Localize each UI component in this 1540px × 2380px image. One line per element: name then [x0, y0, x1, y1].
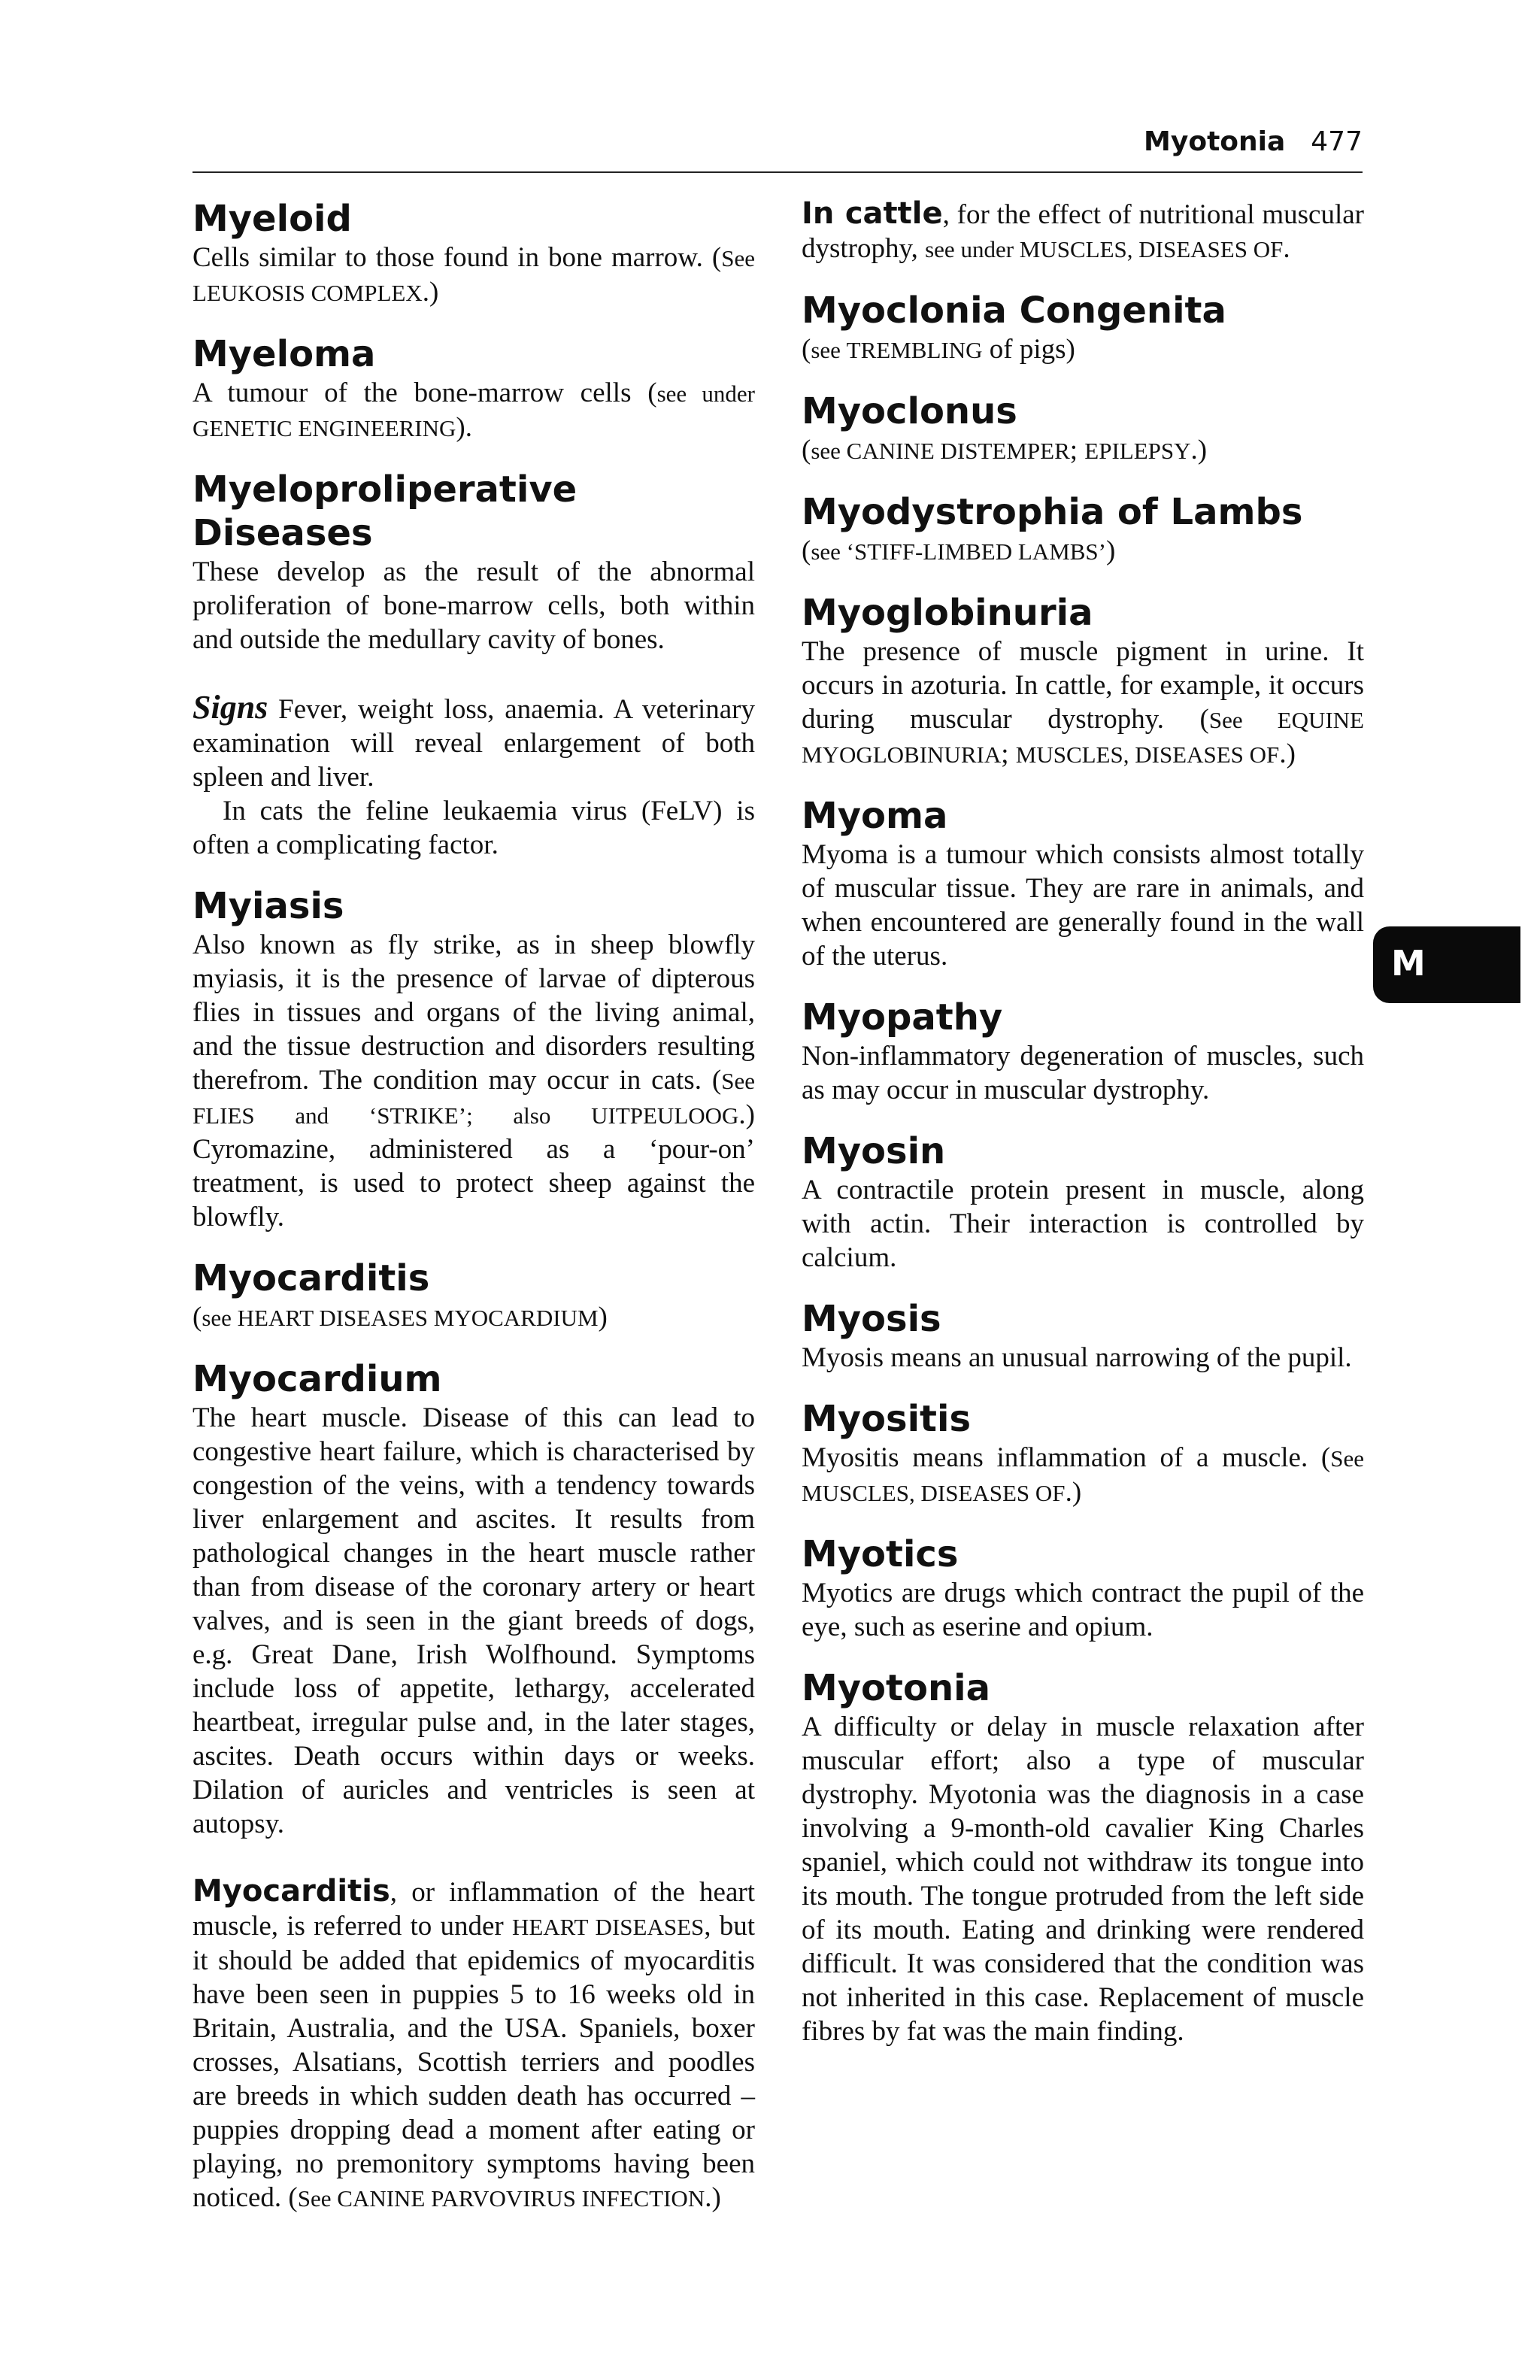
entry-title: Myositis: [802, 1398, 972, 1440]
entry-myositis: [802, 1397, 1364, 1510]
entry-myocardium: [192, 1357, 755, 2215]
paren: ): [598, 1302, 608, 1332]
ref-link[interactable]: EPILEPSY: [1084, 438, 1191, 464]
entry-body: Non-inflammatory degeneration of muscles, such as may occur in muscular dystrophy.: [802, 1041, 1364, 1105]
see-text: See: [721, 1068, 755, 1094]
entry-body: [192, 376, 755, 445]
entry-myeloma: [192, 332, 755, 445]
ref-link[interactable]: ‘STRIKE’: [368, 1102, 467, 1129]
ref-link[interactable]: HEART DISEASES: [511, 1914, 705, 1940]
entry-body: The heart muscle. Disease of this can lead to congestive heart failure, which is characterised by congestion of the veins, with a tendency towards liver enlargement and ascites. It results from pathological changes in the heart muscle rather than from disease of the coronary artery or heart valves, and is seen in the giant breeds of dogs, e.g. Great Dane, Irish Wolfhound. Symptoms include loss of appetite, lethargy, accelerated heartbeat, irregular pulse and, in the later stages, ascites. Death occurs within days or weeks. Dilation of auricles and ventricles is seen at autopsy.: [192, 1402, 755, 1839]
entry-myocarditis: [192, 1257, 755, 1335]
ref-link[interactable]: HEART DISEASES MYOCARDIUM: [237, 1305, 599, 1331]
entry-title: Myocarditis: [192, 1257, 430, 1299]
entry-title: Myeloid: [192, 198, 352, 240]
signs-paragraph: [192, 690, 755, 794]
entry-title: Myoglobinuria: [802, 592, 1093, 634]
entry-body: [192, 241, 755, 310]
entry-myotonia: [802, 1666, 1364, 2048]
see-text: See: [297, 2185, 338, 2212]
entry-body: Myotics are drugs which contract the pupil of the eye, such as eserine and opium.: [802, 1578, 1364, 1642]
ref-close: .): [705, 2182, 721, 2213]
body-text: Cells similar to those found in bone marrow.: [192, 242, 703, 273]
ref-close: .): [1279, 738, 1296, 769]
ref-close: .: [1283, 233, 1290, 264]
entry-body: [802, 635, 1364, 772]
entry-title: Myotics: [802, 1533, 959, 1575]
entry-myoclonus: [802, 390, 1364, 468]
entry-title: Myodystrophia of Lambs: [802, 491, 1303, 533]
entry-myoglobinuria: [802, 591, 1364, 772]
entry-title: Myopathy: [802, 996, 1003, 1038]
body-text: Also known as fly strike, as in sheep blowfly myiasis, it is the presence of larvae of dipterous flies in tissues and organs of the living animal, and the tissue destruction and disorders resulting therefrom. The condition may occur in cats. (: [192, 929, 755, 1096]
see-text: see: [811, 538, 847, 565]
ref-link[interactable]: MUSCLES, DISEASES OF: [802, 1480, 1066, 1506]
see-text: see: [202, 1305, 238, 1331]
entry-title: Myosis: [802, 1298, 941, 1340]
entry-title: Myoma: [802, 795, 948, 837]
entry-in-cattle: [802, 197, 1364, 266]
paren: (: [802, 535, 811, 566]
cross-reference: (See LEUKOSIS COMPLEX.): [192, 242, 756, 308]
body-text: , or inflammation of the heart muscle, is referred to under: [192, 1877, 755, 1942]
paren: (: [802, 435, 811, 465]
cats-paragraph: In cats the feline leukaemia virus (FeLV) is often a complicating factor.: [192, 796, 755, 860]
entry-title: Myocardium: [192, 1358, 442, 1400]
paren: ): [1106, 535, 1116, 566]
entry-body: [802, 534, 1364, 568]
entry-body: These develop as the result of the abnormal proliferation of bone-marrow cells, both within and outside the medullary cavity of bones.: [192, 556, 755, 655]
entry-title: Myoclonia Congenita: [802, 290, 1226, 332]
entry-myoclonia-congenita: [802, 289, 1364, 367]
signs-label: Signs: [192, 689, 268, 726]
entry-title: Myeloma: [192, 333, 376, 375]
entry-body: A contractile protein present in muscle, along with actin. Their interaction is controlled by calcium.: [802, 1175, 1364, 1273]
page-number: 477: [1311, 126, 1363, 157]
ref-link[interactable]: MUSCLES, DISEASES OF: [1019, 236, 1284, 262]
entry-body: [802, 433, 1364, 468]
entry-title: Myeloproliperative Diseases: [192, 468, 578, 554]
entry-body: [192, 1300, 755, 1335]
letter-thumb-tab: [1373, 926, 1520, 1003]
ref-close: .): [1065, 1477, 1082, 1508]
separator: ;: [1001, 738, 1016, 769]
see-text: see: [811, 438, 847, 464]
myocarditis-paragraph: [192, 1875, 755, 2215]
entry-myoma: [802, 794, 1364, 973]
ref-link[interactable]: EQUINE MYOGLOBINURIA: [802, 707, 1364, 768]
entry-body: Myosis means an unusual narrowing of the pupil.: [802, 1342, 1352, 1373]
entry-myotics: [802, 1533, 1364, 1644]
running-head: [192, 126, 1363, 157]
entry-body: [802, 1441, 1364, 1510]
body-text: The presence of muscle pigment in urine. It occurs in azoturia. In cattle, for example, it occurs during muscular dystrophy. (: [802, 636, 1364, 735]
right-column: [802, 197, 1364, 2071]
see-text: See: [1330, 1445, 1364, 1472]
thumb-tab-letter: M: [1391, 943, 1426, 984]
body-text: Myositis means inflammation of a muscle. (: [802, 1442, 1331, 1473]
body-text: Cyromazine, administered as a ‘pour-on’ treatment, is used to protect sheep against the blowfly.: [192, 1134, 755, 1232]
entry-body: A difficulty or delay in muscle relaxation after muscular effort; also a type of muscular dystrophy. Myotonia was the diagnosis in a case involving a 9-month-old cavalier King Charles spaniel, which could not withdraw its tongue into its mouth. The tongue protruded from the left side of its mouth. Eating and drinking were rendered difficult. It was considered that the condition was not inherited in this case. Replacement of muscle fibres by fat was the main finding.: [802, 1711, 1364, 2047]
entry-title: Myiasis: [192, 885, 344, 927]
body-text: , for the effect of nutritional muscular dystrophy,: [802, 199, 1364, 264]
entry-body: [192, 928, 755, 1234]
entry-myopathy: [802, 996, 1364, 1107]
also-text: ; also: [466, 1102, 592, 1129]
ref-link[interactable]: MUSCLES, DISEASES OF: [1015, 741, 1280, 768]
ref-link[interactable]: ‘STIFF-LIMBED LAMBS’: [846, 538, 1107, 565]
ref-link[interactable]: UITPEULOOG: [591, 1102, 739, 1129]
ref-link[interactable]: LEUKOSIS COMPLEX: [192, 280, 423, 306]
paren: (: [802, 334, 811, 365]
entry-myiasis: [192, 884, 755, 1234]
ref-link[interactable]: CANINE PARVOVIRUS INFECTION: [337, 2185, 705, 2212]
see-text: see: [811, 337, 847, 363]
entry-myodystrophia: [802, 490, 1364, 568]
see-text: see under: [925, 236, 1020, 262]
body-text: of pigs): [982, 334, 1075, 365]
inline-title: Myocarditis: [192, 1874, 390, 1909]
ref-link[interactable]: FLIES: [192, 1102, 255, 1129]
ref-close: .): [738, 1099, 755, 1130]
entry-body: [802, 332, 1364, 367]
entry-myeloid: [192, 197, 755, 310]
entry-myosis: [802, 1297, 1364, 1375]
entry-title: Myotonia: [802, 1667, 990, 1709]
inline-title: In cattle: [802, 196, 943, 231]
body-text: A tumour of the bone-marrow cells (: [192, 377, 657, 408]
left-column: [192, 197, 755, 2238]
ref-link[interactable]: CANINE DISTEMPER: [846, 438, 1070, 464]
running-title: Myotonia: [1144, 126, 1286, 157]
header-rule: [192, 171, 1363, 173]
see-text: See: [1208, 707, 1278, 733]
and-text: and: [254, 1102, 369, 1129]
ref-close: ).: [456, 412, 472, 443]
see-text: see under: [656, 380, 755, 407]
entry-body: Myoma is a tumour which consists almost totally of muscular tissue. They are rare in animals, and when encountered are generally found in the wall of the uterus.: [802, 839, 1364, 972]
ref-link[interactable]: GENETIC ENGINEERING: [192, 415, 456, 441]
entry-myosin: [802, 1129, 1364, 1275]
paren: (: [192, 1302, 202, 1332]
entry-title: Myoclonus: [802, 390, 1017, 432]
signs-text: Fever, weight loss, anaemia. A veterinary examination will reveal enlargement of both spleen and liver.: [192, 694, 755, 793]
ref-link[interactable]: TREMBLING: [846, 337, 983, 363]
entry-title: Myosin: [802, 1130, 946, 1172]
entry-body: [802, 197, 1364, 266]
separator: ;: [1069, 435, 1085, 465]
ref-close: .): [1190, 435, 1208, 465]
body-text: , but it should be added that epidemics of myocarditis have been seen in puppies 5 to 16 weeks old in Britain, Australia, and the USA. Spaniels, boxer crosses, Alsatians, Scottish terriers and poodles are breeds in which sudden death has occurred – puppies dropping dead a moment after eating or playing, no premonitory symptoms having been noticed. (: [192, 1911, 756, 2213]
entry-myeloproliferative: [192, 468, 755, 862]
